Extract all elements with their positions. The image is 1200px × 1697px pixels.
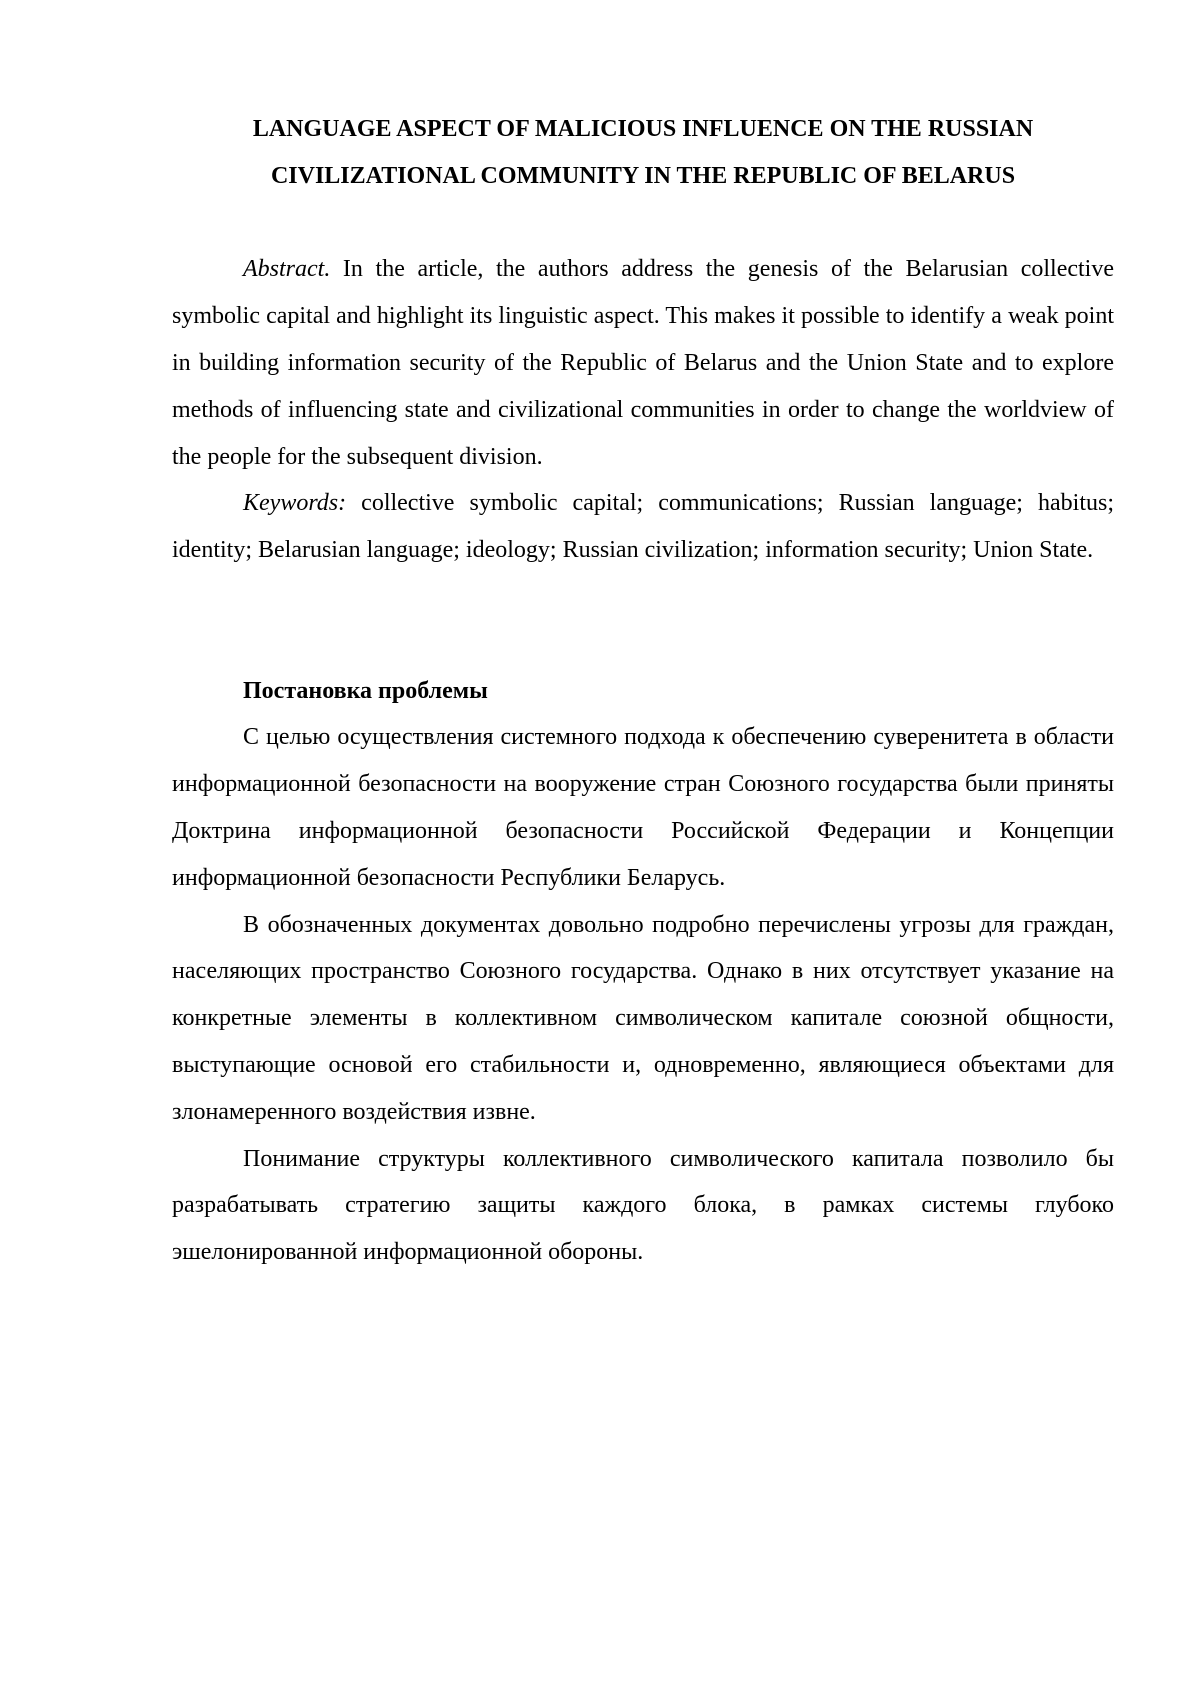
document-title xyxy=(172,106,1114,200)
document-title-line-2: CIVILIZATIONAL COMMUNITY IN THE REPUBLIC OF BELARUS xyxy=(270,162,1016,189)
section-paragraph-3: Понимание структуры коллективного символического капитала позволило бы разрабатывать стратегию защиты каждого блока, в рамках системы глубоко эшелонированной информационной обороны. xyxy=(172,1145,1114,1266)
abstract-lead-label: Abstract. xyxy=(243,256,331,283)
section-paragraph-1: С целью осуществления системного подхода к обеспечению суверенитета в области информационной безопасности на вооружение стран Союзного государства были приняты Доктрина информационной безопасности Российской Федерации и Концепции информационной безопасности Республики Беларусь. xyxy=(172,724,1114,891)
section-paragraph-2: В обозначенных документах довольно подробно перечислены угрозы для граждан, населяющих пространство Союзного государства. Однако в них отсутствует указание на конкретные элементы в коллективном символическом капитале союзной общности, выступающие основой его стабильности и, одновременно, являющиеся объектами для злонамеренного воздействия извне. xyxy=(172,911,1114,1125)
document-title-line-1: LANGUAGE ASPECT OF MALICIOUS INFLUENCE ON THE RUSSIAN xyxy=(252,116,1034,142)
abstract-text: In the article, the authors address the genesis of the Belarusian collective symbolic capital and highlight its linguistic aspect. This makes it possible to identify a weak point in building information security of the Republic of Belarus and the Union State and to explore methods of influencing state and civilizational communities in order to change the worldview of the people for the subsequent division. xyxy=(172,256,1114,470)
spacer-before-section xyxy=(172,574,1114,668)
section-heading: Постановка проблемы xyxy=(243,677,488,704)
keywords-lead-label: Keywords: xyxy=(243,490,347,517)
abstract-paragraph xyxy=(172,246,1114,480)
keywords-text: collective symbolic capital; communications; Russian language; habitus; identity; Belarusian language; ideology; Russian civilization; information security; Union State. xyxy=(172,490,1114,564)
keywords-paragraph xyxy=(172,480,1114,574)
spacer-after-title xyxy=(172,200,1114,247)
